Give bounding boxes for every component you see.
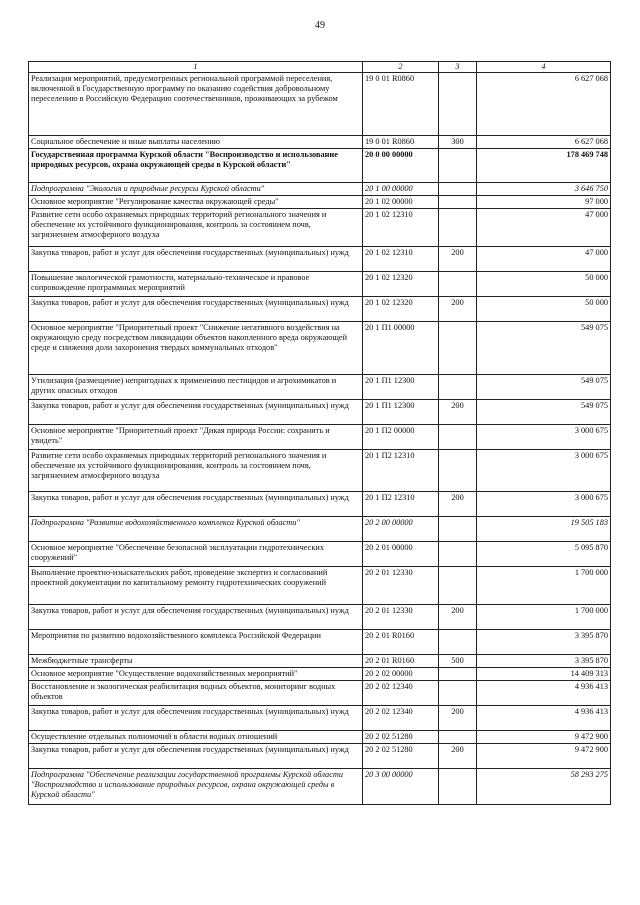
row-expense-type bbox=[439, 629, 477, 654]
row-expense-type bbox=[439, 271, 477, 296]
row-amount: 14 409 313 bbox=[477, 667, 611, 680]
row-amount: 47 000 bbox=[477, 208, 611, 246]
row-expense-type: 200 bbox=[439, 246, 477, 271]
table-row bbox=[29, 321, 611, 374]
table-row bbox=[29, 604, 611, 629]
budget-table bbox=[28, 61, 611, 805]
table-row bbox=[29, 566, 611, 604]
row-code: 20 1 П2 12310 bbox=[363, 449, 439, 491]
row-expense-type: 300 bbox=[439, 135, 477, 148]
row-code: 20 2 01 R0160 bbox=[363, 654, 439, 667]
row-name: Основное мероприятие "Приоритетный проект "Снижение негативного воздействия на окружающую среду посредством ликвидации объектов накопленного вреда окружающей среде и снижения доли захоронения твердых коммунальных отходов" bbox=[29, 321, 363, 374]
row-expense-type bbox=[439, 541, 477, 566]
table-row bbox=[29, 246, 611, 271]
header-col-2: 2 bbox=[363, 62, 439, 73]
row-code: 20 0 00 00000 bbox=[363, 148, 439, 182]
table-row bbox=[29, 449, 611, 491]
row-code: 20 2 02 51280 bbox=[363, 743, 439, 768]
row-expense-type: 200 bbox=[439, 399, 477, 424]
row-code: 20 1 П1 12300 bbox=[363, 399, 439, 424]
row-code: 20 2 00 00000 bbox=[363, 516, 439, 541]
row-expense-type bbox=[439, 208, 477, 246]
row-code: 20 2 02 12340 bbox=[363, 705, 439, 730]
row-expense-type bbox=[439, 667, 477, 680]
row-name: Основное мероприятие "Обеспечение безопасной эксплуатации гидротехнических сооружений" bbox=[29, 541, 363, 566]
row-code: 20 2 01 12330 bbox=[363, 566, 439, 604]
row-amount: 549 075 bbox=[477, 399, 611, 424]
header-col-3: 3 bbox=[439, 62, 477, 73]
row-amount: 97 000 bbox=[477, 195, 611, 208]
table-row bbox=[29, 654, 611, 667]
row-code: 20 1 П2 12310 bbox=[363, 491, 439, 516]
row-code: 19 0 01 R0860 bbox=[363, 72, 439, 135]
row-code: 20 3 00 00000 bbox=[363, 768, 439, 804]
row-expense-type: 200 bbox=[439, 743, 477, 768]
row-amount: 47 000 bbox=[477, 246, 611, 271]
table-row bbox=[29, 182, 611, 195]
table-row bbox=[29, 72, 611, 135]
row-name: Закупка товаров, работ и услуг для обеспечения государственных (муниципальных) нужд bbox=[29, 246, 363, 271]
row-amount: 3 395 870 bbox=[477, 629, 611, 654]
table-row bbox=[29, 667, 611, 680]
row-code: 20 1 П1 00000 bbox=[363, 321, 439, 374]
page-number: 49 bbox=[315, 20, 325, 31]
row-code: 20 1 02 00000 bbox=[363, 195, 439, 208]
row-name: Основное мероприятие "Осуществление водохозяйственных мероприятий" bbox=[29, 667, 363, 680]
row-name: Утилизация (размещение) непригодных к применению пестицидов и агрохимикатов и других опасных отходов bbox=[29, 374, 363, 399]
table-row bbox=[29, 541, 611, 566]
row-expense-type: 200 bbox=[439, 705, 477, 730]
row-name: Основное мероприятие "Приоритетный проект "Дикая природа России: сохранить и увидеть" bbox=[29, 424, 363, 449]
row-code: 20 2 01 R0160 bbox=[363, 629, 439, 654]
row-name: Закупка товаров, работ и услуг для обеспечения государственных (муниципальных) нужд bbox=[29, 743, 363, 768]
row-expense-type bbox=[439, 374, 477, 399]
row-amount: 3 000 675 bbox=[477, 491, 611, 516]
row-expense-type: 500 bbox=[439, 654, 477, 667]
row-amount: 9 472 900 bbox=[477, 730, 611, 743]
row-expense-type bbox=[439, 730, 477, 743]
row-amount: 50 000 bbox=[477, 296, 611, 321]
row-name: Мероприятия по развитию водохозяйственного комплекса Российской Федерации bbox=[29, 629, 363, 654]
row-amount: 549 075 bbox=[477, 374, 611, 399]
row-expense-type: 200 bbox=[439, 604, 477, 629]
row-name: Подпрограмма "Обеспечение реализации государственной программы Курской области "Воспроизводство и использование природных ресурсов, охрана окружающей среды в Курской области" bbox=[29, 768, 363, 804]
row-amount: 5 095 870 bbox=[477, 541, 611, 566]
row-expense-type bbox=[439, 72, 477, 135]
row-code: 20 1 02 12320 bbox=[363, 271, 439, 296]
row-name: Закупка товаров, работ и услуг для обеспечения государственных (муниципальных) нужд bbox=[29, 491, 363, 516]
row-name: Восстановление и экологическая реабилитация водных объектов, мониторинг водных объектов bbox=[29, 680, 363, 705]
row-name: Подпрограмма "Развитие водохозяйственного комплекса Курской области" bbox=[29, 516, 363, 541]
row-expense-type bbox=[439, 424, 477, 449]
row-expense-type: 200 bbox=[439, 491, 477, 516]
table-row bbox=[29, 208, 611, 246]
table-row bbox=[29, 374, 611, 399]
row-amount: 1 700 000 bbox=[477, 604, 611, 629]
row-amount: 58 293 275 bbox=[477, 768, 611, 804]
row-code: 20 1 02 12310 bbox=[363, 246, 439, 271]
row-expense-type bbox=[439, 516, 477, 541]
row-code: 20 2 02 51280 bbox=[363, 730, 439, 743]
row-code: 20 1 02 12320 bbox=[363, 296, 439, 321]
row-amount: 6 627 068 bbox=[477, 135, 611, 148]
row-amount: 6 627 068 bbox=[477, 72, 611, 135]
table-row bbox=[29, 195, 611, 208]
row-name: Реализация мероприятий, предусмотренных региональной программой переселения, включенной в Государственную программу по оказанию содействия добровольному переселению в Российскую Федерацию соотечественников, проживающих за рубежом bbox=[29, 72, 363, 135]
row-amount: 3 395 870 bbox=[477, 654, 611, 667]
table-row bbox=[29, 135, 611, 148]
row-code: 20 1 00 00000 bbox=[363, 182, 439, 195]
table-row bbox=[29, 516, 611, 541]
table-row bbox=[29, 399, 611, 424]
table-row bbox=[29, 768, 611, 804]
row-amount: 4 936 413 bbox=[477, 680, 611, 705]
row-expense-type bbox=[439, 680, 477, 705]
row-name: Развитие сети особо охраняемых природных территорий регионального значения и обеспечение их устойчивого функционирования, контроль за состоянием почв, загрязнением атмосферного воздуха bbox=[29, 208, 363, 246]
row-expense-type bbox=[439, 195, 477, 208]
row-amount: 4 936 413 bbox=[477, 705, 611, 730]
row-code: 19 0 01 R0860 bbox=[363, 135, 439, 148]
table-row bbox=[29, 730, 611, 743]
row-amount: 1 700 000 bbox=[477, 566, 611, 604]
row-amount: 3 646 750 bbox=[477, 182, 611, 195]
row-name: Повышение экологической грамотности, материально-техническое и правовое сопровождение программных мероприятий bbox=[29, 271, 363, 296]
row-amount: 3 000 675 bbox=[477, 449, 611, 491]
row-expense-type bbox=[439, 768, 477, 804]
row-code: 20 1 02 12310 bbox=[363, 208, 439, 246]
row-name: Закупка товаров, работ и услуг для обеспечения государственных (муниципальных) нужд bbox=[29, 604, 363, 629]
row-name: Социальное обеспечение и иные выплаты населению bbox=[29, 135, 363, 148]
header-col-1: 1 bbox=[29, 62, 363, 73]
row-amount: 3 000 675 bbox=[477, 424, 611, 449]
row-name: Межбюджетные трансферты bbox=[29, 654, 363, 667]
row-amount: 50 000 bbox=[477, 271, 611, 296]
row-expense-type: 200 bbox=[439, 296, 477, 321]
table-row bbox=[29, 680, 611, 705]
row-expense-type bbox=[439, 321, 477, 374]
row-expense-type bbox=[439, 148, 477, 182]
row-expense-type bbox=[439, 566, 477, 604]
row-name: Основное мероприятие "Регулирование качества окружающей среды" bbox=[29, 195, 363, 208]
row-name: Выполнение проектно-изыскательских работ, проведение экспертиз и согласований проектной документации по капитальному ремонту гидротехнических сооружений bbox=[29, 566, 363, 604]
row-name: Государственная программа Курской области "Воспроизводство и использование природных ресурсов, охрана окружающей среды в Курской области" bbox=[29, 148, 363, 182]
row-name: Подпрограмма "Экология и природные ресурсы Курской области" bbox=[29, 182, 363, 195]
row-name: Развитие сети особо охраняемых природных территорий регионального значения и обеспечение их устойчивого функционирования, контроль за состоянием почв, загрязнением атмосферного воздуха bbox=[29, 449, 363, 491]
table-row bbox=[29, 743, 611, 768]
row-name: Закупка товаров, работ и услуг для обеспечения государственных (муниципальных) нужд bbox=[29, 296, 363, 321]
row-name: Закупка товаров, работ и услуг для обеспечения государственных (муниципальных) нужд bbox=[29, 399, 363, 424]
row-name: Закупка товаров, работ и услуг для обеспечения государственных (муниципальных) нужд bbox=[29, 705, 363, 730]
row-expense-type bbox=[439, 182, 477, 195]
table-row bbox=[29, 491, 611, 516]
row-code: 20 1 П2 00000 bbox=[363, 424, 439, 449]
table-row bbox=[29, 296, 611, 321]
header-row bbox=[29, 62, 611, 73]
row-amount: 19 505 183 bbox=[477, 516, 611, 541]
row-amount: 178 469 748 bbox=[477, 148, 611, 182]
row-code: 20 1 П1 12300 bbox=[363, 374, 439, 399]
row-code: 20 2 02 00000 bbox=[363, 667, 439, 680]
table-row bbox=[29, 271, 611, 296]
row-code: 20 2 02 12340 bbox=[363, 680, 439, 705]
row-code: 20 2 01 12330 bbox=[363, 604, 439, 629]
row-code: 20 2 01 00000 bbox=[363, 541, 439, 566]
row-name: Осуществление отдельных полномочий в области водных отношений bbox=[29, 730, 363, 743]
table-row bbox=[29, 705, 611, 730]
row-expense-type bbox=[439, 449, 477, 491]
header-col-4: 4 bbox=[477, 62, 611, 73]
table-body bbox=[29, 72, 611, 804]
table-row bbox=[29, 629, 611, 654]
row-amount: 9 472 900 bbox=[477, 743, 611, 768]
table-row bbox=[29, 148, 611, 182]
table-row bbox=[29, 424, 611, 449]
row-amount: 549 075 bbox=[477, 321, 611, 374]
